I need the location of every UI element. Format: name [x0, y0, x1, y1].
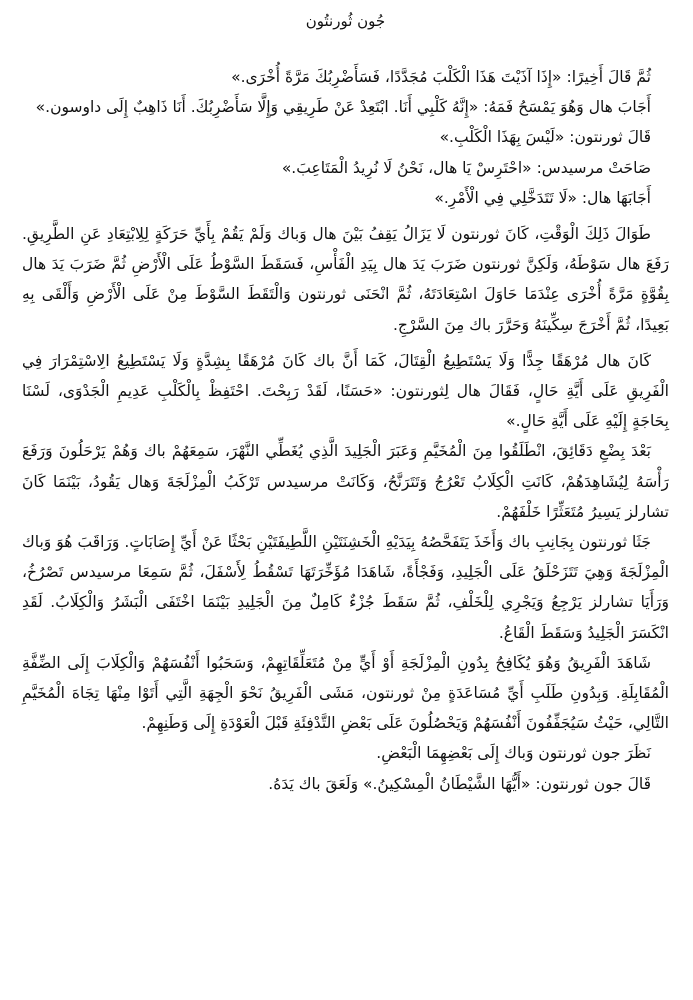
body-text: [22, 62, 669, 799]
paragraph: قَالَ ثورنتون: «لَيْسَ بِهَذَا الْكَلْبِ.»: [439, 128, 651, 147]
paragraph: بَعْدَ بِضْعِ دَقَائِقَ، انْطَلَقُوا مِنَ الْمُخَيَّمِ وَعَبَرَ الْجَلِيدَ الَّذِي يُغَطِّي النَّهْرَ، سَمِعَهُمْ باك وَهُمْ يَرْحَلُونَ وَرَفَعَ رَأْسَهُ لِيُشَاهِدَهُمْ، كَانَتِ الْكِلَابُ تَعْرُجُ وَتَتَرَنَّحُ، وَكَانَتْ مرسيدس تَرْكَبُ الْمِزْلَجَةَ وَهال يَقُودُ، بَيْنَمَا كَانَ تشارلز يَسِيرُ مُتَعَثِّرًا خَلْفَهُمْ.: [22, 442, 669, 521]
paragraph: أَجَابَهَا هال: «لَا تَتَدَخَّلِي فِي الْأَمْرِ.»: [434, 188, 651, 207]
paragraph: طَوَالَ ذَلِكَ الْوَقْتِ، كَانَ ثورنتون لَا يَزَالُ يَقِفُ بَيْنَ هال وَباك وَلَمْ يَقُمْ بِأَيِّ حَرَكَةٍ لِلِابْتِعَادِ عَنِ الطَّرِيقِ. رَفَعَ هال سَوْطَهُ، وَلَكِنَّ ثورنتون ضَرَبَ يَدَ هال بِيَدِ الْفَأْسِ، فَسَقَطَ السَّوْطُ عَلَى الْأَرْضِ ثُمَّ ضَرَبَ يَدَ هال بِقُوَّةٍ مَرَّةً أُخْرَى عِنْدَمَا حَاوَلَ اسْتِعَادَتَهُ، ثُمَّ انْحَنَى ثورنتون وَالْتَقَطَ السَّوْطَ مِنْ عَلَى الْأَرْضِ وَأَلْقَى بِهِ بَعِيدًا، ثُمَّ أَخْرَجَ سِكِّينَهُ وَحَرَّرَ باك مِنَ السَّرْجِ.: [22, 225, 669, 334]
paragraph: كَانَ هال مُرْهَقًا جِدًّا وَلَا يَسْتَطِيعُ الْقِتَالَ، كَمَا أَنَّ باك كَانَ مُرْهَقًا بِشِدَّةٍ وَلَا يَسْتَطِيعُ الِاسْتِمْرَارَ فِي الْفَرِيقِ عَلَى أَيَّةِ حَالٍ، فَقَالَ هال لِثورنتون: «حَسَنًا، لَقَدْ رَبِحْتَ. احْتَفِظْ بِالْكَلْبِ عَدِيمِ الْجَدْوَى، لَسْنَا بِحَاجَةٍ إِلَيْهِ عَلَى أَيَّةِ حَالٍ.»: [22, 351, 669, 431]
paragraph: أَجَابَ هال وَهُوَ يَمْسَحُ فَمَهُ: «إِنَّهُ كَلْبِي أَنَا. ابْتَعِدْ عَنْ طَرِيقِي وَإِلَّا سَأَضْرِبُكَ. أَنَا ذَاهِبٌ إِلَى داوسون.»: [35, 98, 651, 117]
paragraph: قَالَ جون ثورنتون: «أَيُّهَا الشَّيْطَانُ الْمِسْكِينُ.» وَلَعَقَ باك يَدَهُ.: [268, 774, 651, 793]
paragraph: نَظَرَ جون ثورنتون وَباك إِلَى بَعْضِهِمَا الْبَعْضِ.: [376, 744, 651, 763]
paragraph: جَثَا ثورنتون بِجَانِبِ باك وَأَخَذَ يَتَفَحَّصُهُ بِيَدَيْهِ الْخَشِنَتَيْنِ اللَّطِيفَتَيْنِ بَحْثًا عَنْ أَيِّ إِصَابَاتٍ. وَرَاقَبَ هُوَ وَباك الْمِزْلَجَةَ وَهِيَ تَتَزَحْلَقُ عَلَى الْجَلِيدِ، وَفَجْأَةً، شَاهَدَا مُؤَخِّرَتَهَا تَسْقُطُ لِأَسْفَلَ، ثُمَّ سَمِعَا مرسيدس تَصْرُخُ، وَرَأَيَا تشارلز يَرْجِعُ وَيَجْرِي لِلْخَلْفِ، ثُمَّ سَقَطَ جُزْءٌ كَامِلٌ مِنَ الْجَلِيدِ بَيْنَمَا اخْتَفَى الْبَشَرُ وَالْكِلَابُ. لَقَدِ انْكَسَرَ الْجَلِيدُ وَسَقَطَ الْقَاعُ.: [22, 533, 669, 642]
paragraph: ثُمَّ قَالَ أَخِيرًا: «إِذَا آذَيْتَ هَذَا الْكَلْبَ مُجَدَّدًا، فَسَأَضْرِبُكَ مَرَّةً أُخْرَى.»: [231, 68, 651, 86]
paragraph: شَاهَدَ الْفَرِيقُ وَهُوَ يُكَافِحُ بِدُونِ الْمِزْلَجَةِ أَوْ أَيٍّ مِنْ مُتَعَلِّقَاتِهِمْ، وَسَحَبُوا أَنْفُسَهُمْ وَالْكِلَابَ إِلَى الضِّفَّةِ الْمُقَابِلَةِ. وَبِدُونِ طَلَبِ أَيِّ مُسَاعَدَةٍ مِنْ ثورنتون، مَشَى الْفَرِيقُ نَحْوَ الْجِهَةِ الَّتِي أَتَوْا مِنْهَا تِجَاهَ الْمُخَيَّمِ التَّالِي، حَيْثُ سَيُجَفِّفُونَ أَنْفُسَهُمْ وَيَحْصُلُونَ عَلَى بَعْضِ التَّدْفِئَةِ قَبْلَ الْعَوْدَةِ إِلَى وَطَنِهِمْ.: [22, 653, 669, 733]
running-header: جُون ثُورنتُون: [305, 12, 386, 30]
paragraph: صَاحَتْ مرسيدس: «احْتَرِسْ يَا هال، نَحْنُ لَا نُرِيدُ الْمَتَاعِبَ.»: [281, 158, 651, 177]
